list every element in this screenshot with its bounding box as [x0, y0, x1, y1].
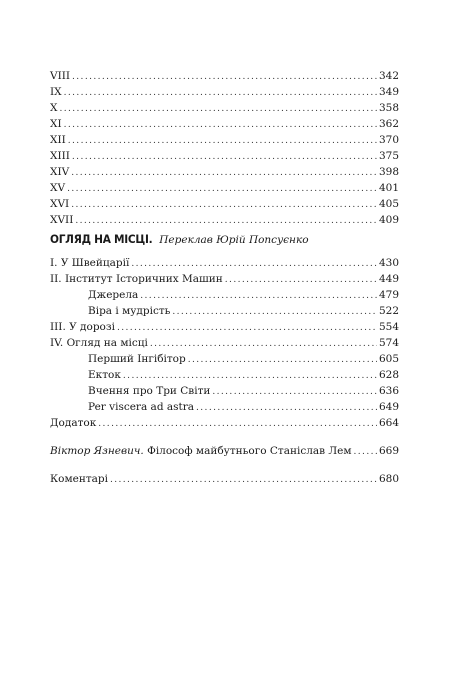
- toc-entry-page: 342: [378, 70, 399, 82]
- toc-entry: [50, 335, 399, 351]
- toc-entry-label: XVII: [50, 214, 74, 226]
- toc-entry-label: X: [50, 102, 58, 114]
- toc-entry: [50, 319, 399, 335]
- toc-entry: [50, 383, 399, 399]
- toc-entry-page: 401: [378, 182, 399, 194]
- toc-entry-label: Коментарі: [50, 473, 108, 485]
- toc-entry-page: 349: [378, 86, 399, 98]
- toc-entry-label: Екток: [88, 369, 121, 381]
- toc-entry-page: 430: [378, 257, 399, 269]
- toc-entry: [50, 84, 399, 100]
- toc-entry-label: Віра і мудрість: [88, 305, 171, 317]
- leader-dots: [188, 352, 377, 368]
- toc-entry: [50, 164, 399, 180]
- toc-entry-page: 358: [378, 102, 399, 114]
- essay-title: Філософ майбутнього Станіслав Лем: [147, 445, 352, 457]
- toc-entry-comments: [50, 471, 399, 487]
- section-title: ОГЛЯД НА МІСЦІ.: [50, 232, 153, 246]
- leader-dots: [75, 213, 377, 229]
- toc-entry-label: XIV: [50, 166, 70, 178]
- leader-dots: [71, 197, 377, 213]
- toc-entry: [50, 116, 399, 132]
- toc-entry-page: 636: [378, 385, 399, 397]
- toc-entry-page: 375: [378, 150, 399, 162]
- leader-dots: [64, 117, 377, 133]
- toc-entry: [50, 100, 399, 116]
- leader-dots: [72, 149, 377, 165]
- toc-entry: [50, 255, 399, 271]
- toc-entry: [50, 271, 399, 287]
- leader-dots: [123, 368, 377, 384]
- toc-entry-label: І. У Швейцарії: [50, 257, 130, 269]
- toc-entry: [50, 367, 399, 383]
- toc-entry-label: IX: [50, 86, 62, 98]
- section-heading: [50, 232, 399, 248]
- toc-entry-page: 479: [378, 289, 399, 301]
- leader-dots: [131, 256, 377, 272]
- toc-entry-page: 574: [378, 337, 399, 349]
- toc-entry-label: Джерела: [88, 289, 139, 301]
- leader-dots: [59, 101, 376, 117]
- toc-entry-page: 398: [378, 166, 399, 178]
- toc-entry: [50, 148, 399, 164]
- leader-dots: [140, 288, 377, 304]
- leader-dots: [117, 320, 377, 336]
- toc-entry-page: 628: [378, 369, 399, 381]
- toc-entry-essay: [50, 443, 399, 459]
- toc-entry-page: 522: [378, 305, 399, 317]
- toc-entry-label: XV: [50, 182, 66, 194]
- toc-entry-label: Per viscera ad astra: [88, 401, 195, 413]
- toc-entry-label: ІІІ. У дорозі: [50, 321, 115, 333]
- toc-entry-label: XVI: [50, 198, 70, 210]
- toc-entry-label: XI: [50, 118, 62, 130]
- toc-entry: [50, 287, 399, 303]
- leader-dots: [64, 85, 377, 101]
- toc-entry-label: Вчення про Три Світи: [88, 385, 211, 397]
- leader-dots: [196, 400, 377, 416]
- toc-entry: [50, 415, 399, 431]
- toc-entry-label: Додаток: [50, 417, 97, 429]
- toc-entry-page: 554: [378, 321, 399, 333]
- leader-dots: [67, 181, 377, 197]
- toc-entry-label: Перший Інгібітор: [88, 353, 186, 365]
- toc-entry-label: XII: [50, 134, 66, 146]
- toc-entry-page: 680: [378, 473, 399, 485]
- leader-dots: [72, 69, 377, 85]
- toc-entry-label: ІІ. Інститут Історичних Машин: [50, 273, 223, 285]
- toc-entry: [50, 132, 399, 148]
- toc-entry: [50, 303, 399, 319]
- toc-entry-page: 605: [378, 353, 399, 365]
- leader-dots: [354, 444, 377, 460]
- toc-entry-page: 370: [378, 134, 399, 146]
- leader-dots: [110, 472, 377, 488]
- toc-entry-page: 649: [378, 401, 399, 413]
- toc-entry-label: IV. Огляд на місці: [50, 337, 148, 349]
- leader-dots: [98, 416, 377, 432]
- toc-entry: [50, 399, 399, 415]
- leader-dots: [225, 272, 377, 288]
- leader-dots: [150, 336, 377, 352]
- toc-entry: [50, 68, 399, 84]
- toc-entry-page: 449: [378, 273, 399, 285]
- toc-entry-label: VIII: [50, 70, 71, 82]
- section-translator: Переклав Юрій Попсуєнко: [159, 234, 309, 246]
- toc-entry-page: 409: [378, 214, 399, 226]
- toc-entry: [50, 180, 399, 196]
- toc-entry-page: 669: [378, 445, 399, 457]
- toc-entry: [50, 196, 399, 212]
- toc-entry-page: 405: [378, 198, 399, 210]
- toc-entry-page: 362: [378, 118, 399, 130]
- leader-dots: [68, 133, 377, 149]
- toc-entry-label: [50, 443, 352, 459]
- leader-dots: [212, 384, 377, 400]
- toc-entry-label: XIII: [50, 150, 70, 162]
- leader-dots: [71, 165, 377, 181]
- toc-entry: [50, 212, 399, 228]
- leader-dots: [172, 304, 377, 320]
- essay-author: Віктор Язневич.: [50, 445, 144, 457]
- toc-entry-page: 664: [378, 417, 399, 429]
- toc-entry: [50, 351, 399, 367]
